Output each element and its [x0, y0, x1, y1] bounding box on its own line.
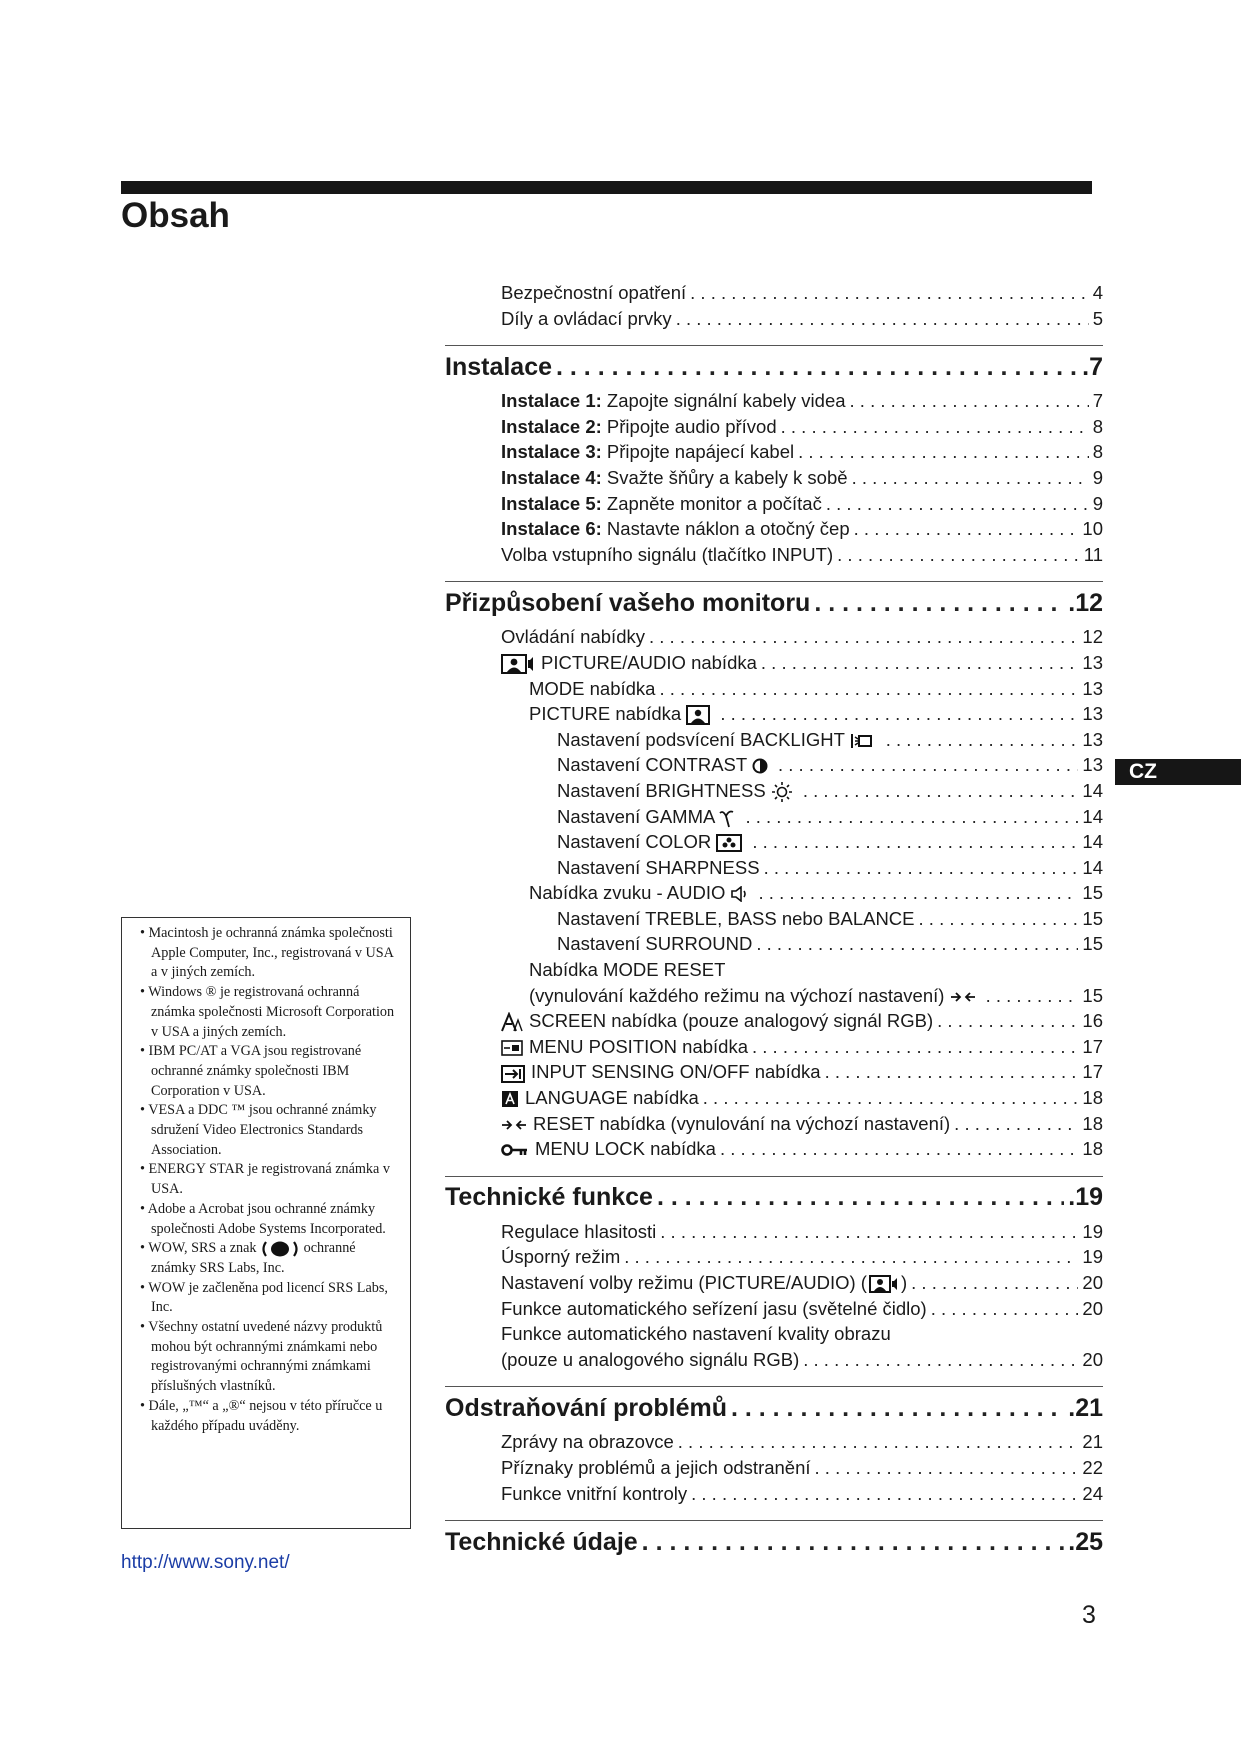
trademark-item: • Všechny ostatní uvedené názvy produktů mohou být ochrannými známkami nebo registrovanými ochrannými známkami příslušných vlastníků. [134, 1318, 400, 1397]
key-lock-icon [501, 1143, 529, 1157]
page-title: Obsah [121, 196, 230, 235]
backlight-icon [850, 732, 876, 750]
page-number: 3 [1082, 1601, 1096, 1629]
toc-entry[interactable] [445, 308, 1103, 334]
toc-entry[interactable]: Instalace 4: Svažte šňůry a kabely k sobě . . . 9 [445, 467, 1103, 493]
toc-entry-text: Díly a ovládací prvky [501, 307, 672, 329]
toc-entry[interactable]: MODE nabídka . . . 13 [445, 678, 1103, 704]
toc-entry[interactable]: Funkce automatického nastavení kvality obrazu [501, 1323, 891, 1345]
toc-section-heading[interactable]: Přizpůsobení vašeho monitoru . . . .12 [445, 584, 1103, 622]
toc-entry[interactable]: Nastavení COLOR . . . 14 [445, 831, 1103, 857]
brightness-icon [771, 781, 793, 803]
toc-entry[interactable]: SCREEN nabídka (pouze analogový signál RGB) . . . 16 [445, 1010, 1103, 1036]
toc-section-heading[interactable]: Technické údaje . . . .25 [445, 1523, 1103, 1561]
toc-entry[interactable]: Nabídka zvuku - AUDIO . . . 15 [445, 882, 1103, 908]
toc-entry[interactable]: (vynulování každého režimu na výchozí nastavení) . . . 15 [445, 985, 1103, 1011]
srs-logo-icon [260, 1240, 300, 1258]
table-of-contents [445, 282, 1103, 1561]
toc-section-heading[interactable]: Odstraňování problémů . . . .21 [445, 1389, 1103, 1427]
toc-section-prizpusobeni [445, 581, 1103, 622]
toc-section-odstranovani [445, 1386, 1103, 1427]
toc-entry[interactable]: Funkce automatického seřízení jasu (světelné čidlo) . . . 20 [445, 1298, 1103, 1324]
speaker-icon [731, 886, 749, 902]
toc-entry[interactable]: Instalace 3: Připojte napájecí kabel . . . 8 [445, 441, 1103, 467]
language-tab: CZ [1115, 759, 1241, 785]
toc-entry[interactable]: Nastavení SURROUND . . . 15 [445, 933, 1103, 959]
screen-icon [501, 1012, 523, 1032]
toc-entry[interactable]: Nastavení SHARPNESS . . . 14 [445, 857, 1103, 883]
color-icon [716, 834, 742, 852]
toc-entry[interactable]: MENU LOCK nabídka . . . 18 [445, 1138, 1103, 1164]
picture-audio-icon [869, 1274, 899, 1294]
toc-section-technicke-udaje [445, 1520, 1103, 1561]
trademark-item: • WOW, SRS a znak ochranné známky SRS Labs, Inc. [134, 1239, 400, 1278]
contrast-icon [752, 758, 768, 774]
toc-section-heading[interactable]: Instalace . . . .7 [445, 348, 1103, 386]
gamma-icon [719, 808, 735, 828]
trademark-item: • Macintosh je ochranná známka společnosti Apple Computer, Inc., registrovaná v USA a v jiných zemích. [134, 924, 400, 983]
trademark-item: • IBM PC/AT a VGA jsou registrované ochranné známky společnosti IBM Corporation v USA. [134, 1042, 400, 1101]
toc-entry[interactable]: Ovládání nabídky . . . 12 [445, 626, 1103, 652]
top-rule [121, 181, 1092, 194]
trademark-item: • Adobe a Acrobat jsou ochranné známky společnosti Adobe Systems Incorporated. [134, 1200, 400, 1239]
toc-entry[interactable]: LANGUAGE nabídka . . . 18 [445, 1087, 1103, 1113]
toc-entry[interactable]: Nastavení volby režimu (PICTURE/AUDIO) ( ) . . . 20 [445, 1272, 1103, 1298]
toc-entry-text: Bezpečnostní opatření [501, 282, 687, 303]
trademark-item: • ENERGY STAR je registrovaná známka v USA. [134, 1160, 400, 1199]
toc-section-technicke-funkce [445, 1176, 1103, 1217]
toc-entry[interactable]: INPUT SENSING ON/OFF nabídka . . . 17 [445, 1061, 1103, 1087]
toc-entry-page: 4 [1092, 282, 1103, 303]
toc-entry[interactable]: Zprávy na obrazovce . . . 21 [445, 1431, 1103, 1457]
trademark-notice-box [121, 917, 411, 1529]
language-icon [501, 1090, 519, 1108]
toc-section-instalace [445, 345, 1103, 386]
toc-entry[interactable]: Instalace 1: Zapojte signální kabely videa . . . 7 [445, 390, 1103, 416]
toc-entry[interactable] [445, 282, 1103, 308]
toc-entry[interactable]: Funkce vnitřní kontroly . . . 24 [445, 1483, 1103, 1509]
picture-audio-icon [501, 653, 535, 675]
toc-entry[interactable]: Regulace hlasitosti . . . 19 [445, 1221, 1103, 1247]
input-icon [501, 1065, 525, 1083]
toc-entry[interactable]: Úsporný režim . . . 19 [445, 1246, 1103, 1272]
toc-entry[interactable]: RESET nabídka (vynulování na výchozí nastavení) . . . 18 [445, 1113, 1103, 1139]
reset-icon [950, 992, 976, 1002]
toc-entry[interactable]: Nastavení podsvícení BACKLIGHT . . . 13 [445, 729, 1103, 755]
reset-icon [501, 1120, 527, 1130]
menu-position-icon [501, 1040, 523, 1056]
toc-entry[interactable]: PICTURE nabídka . . . 13 [445, 703, 1103, 729]
toc-entry[interactable]: Nabídka MODE RESET [529, 959, 726, 981]
trademark-item: • Dále, „™“ a „®“ nejsou v této příručce u každého případu uváděny. [134, 1397, 400, 1436]
trademark-item: • VESA a DDC ™ jsou ochranné známky sdružení Video Electronics Standards Association. [134, 1101, 400, 1160]
toc-entry[interactable]: Volba vstupního signálu (tlačítko INPUT) . . . 11 [445, 544, 1103, 570]
picture-icon [686, 705, 710, 725]
toc-entry[interactable]: Nastavení BRIGHTNESS . . . 14 [445, 780, 1103, 806]
toc-entry[interactable]: Instalace 2: Připojte audio přívod . . . 8 [445, 416, 1103, 442]
toc-entry[interactable]: Nastavení GAMMA . . . 14 [445, 806, 1103, 832]
toc-entry[interactable]: Příznaky problémů a jejich odstranění . . . 22 [445, 1457, 1103, 1483]
trademark-item: • WOW je začleněna pod licencí SRS Labs, Inc. [134, 1279, 400, 1318]
toc-entry[interactable]: MENU POSITION nabídka . . . 17 [445, 1036, 1103, 1062]
toc-entry[interactable]: Instalace 5: Zapněte monitor a počítač . . . 9 [445, 493, 1103, 519]
toc-entry-page: 5 [1092, 307, 1103, 329]
toc-entry[interactable]: Nastavení CONTRAST . . . 13 [445, 754, 1103, 780]
toc-entry[interactable]: PICTURE/AUDIO nabídka . . . 13 [445, 652, 1103, 678]
toc-entry[interactable]: (pouze u analogového signálu RGB) . . . 20 [445, 1349, 1103, 1375]
toc-entry[interactable]: Nastavení TREBLE, BASS nebo BALANCE . . . 15 [445, 908, 1103, 934]
trademark-item: • Windows ® je registrovaná ochranná známka společnosti Microsoft Corporation v USA a jiných zemích. [134, 983, 400, 1042]
toc-section-heading[interactable]: Technické funkce . . . .19 [445, 1179, 1103, 1217]
sony-website-link[interactable]: http://www.sony.net/ [121, 1552, 290, 1573]
toc-entry[interactable]: Instalace 6: Nastavte náklon a otočný čep . . . 10 [445, 518, 1103, 544]
